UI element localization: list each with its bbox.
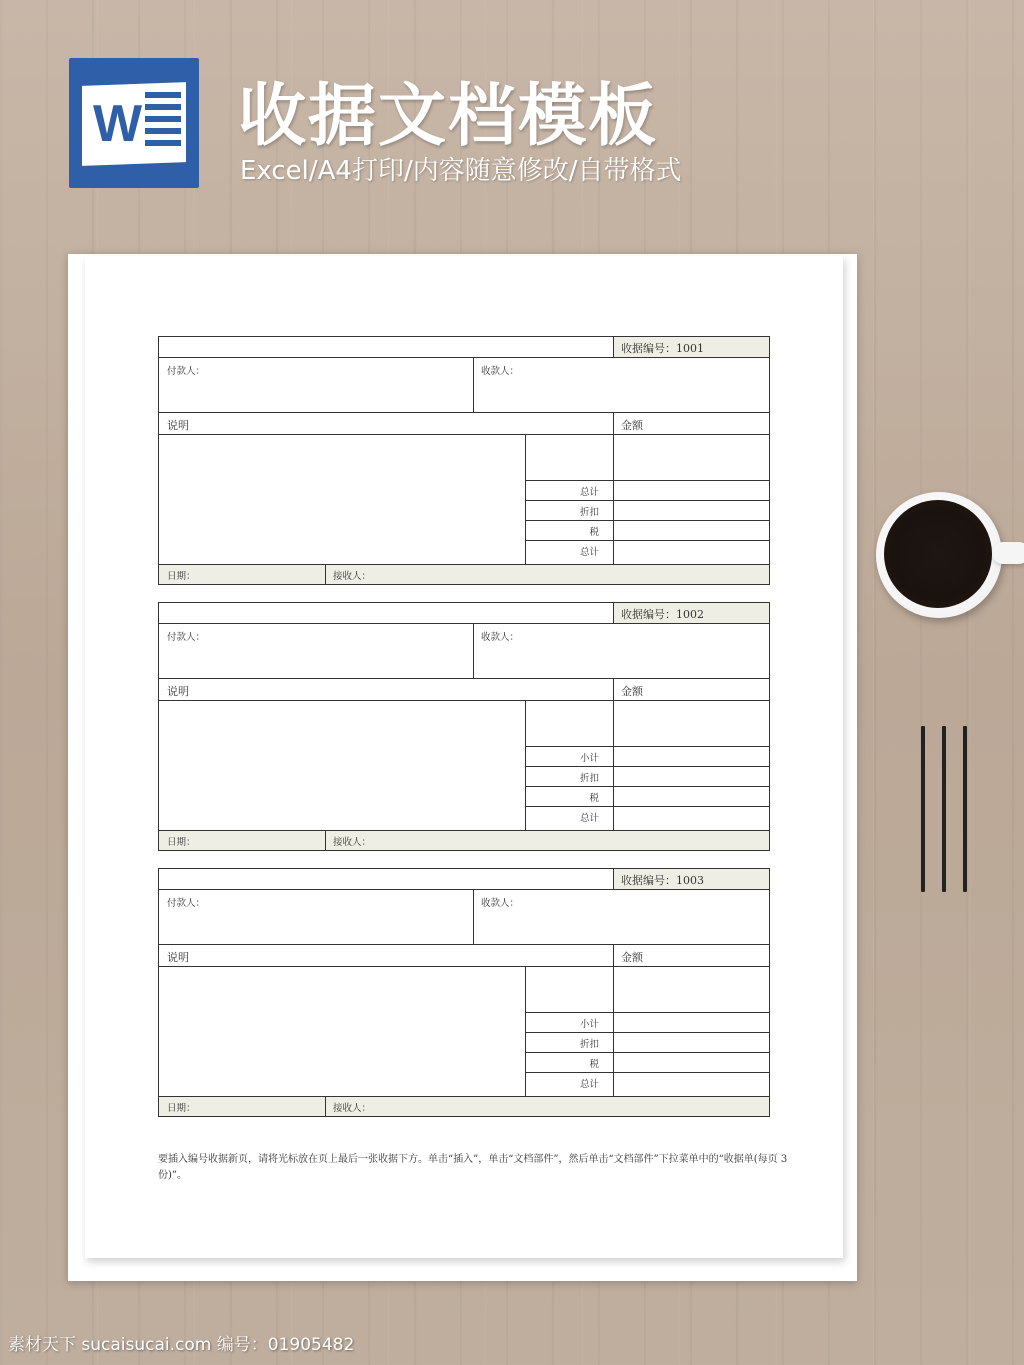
word-logo-letter: W [93, 95, 143, 153]
date-label: 日期： [167, 837, 196, 848]
table-rule [525, 1012, 769, 1013]
summary-row-label: 总计 [579, 487, 599, 498]
table-rule [159, 944, 769, 945]
table-rule [159, 830, 769, 831]
summary-row-label: 税 [589, 527, 599, 538]
table-rule [613, 412, 614, 564]
chopstick-3 [963, 726, 967, 892]
table-rule [613, 944, 614, 1096]
summary-row-label: 折扣 [579, 1039, 599, 1050]
table-rule [525, 700, 526, 830]
payer-label: 付款人： [167, 898, 206, 909]
table-rule [159, 1096, 769, 1097]
summary-row-label: 税 [589, 793, 599, 804]
receipt-form [158, 602, 770, 851]
table-rule [159, 564, 769, 565]
table-rule [325, 1096, 326, 1116]
table-rule [473, 623, 474, 678]
table-rule [613, 337, 614, 357]
payee-label: 收款人： [481, 898, 520, 909]
summary-row-label: 折扣 [579, 773, 599, 784]
receipt-form [158, 868, 770, 1117]
table-rule [325, 564, 326, 584]
page-subtitle: Excel/A4打印/内容随意修改/自带格式 [240, 156, 682, 186]
summary-row-label: 总计 [579, 1079, 599, 1090]
table-rule [613, 603, 614, 623]
amount-header: 金额 [621, 951, 643, 964]
table-rule [159, 700, 769, 701]
table-rule [613, 869, 614, 889]
summary-row-label: 总计 [579, 547, 599, 558]
table-rule [159, 678, 769, 679]
amount-header: 金额 [621, 419, 643, 432]
instruction-note: 要插入编号收据新页，请将光标放在页上最后一张收据下方。单击“插入”，单击“文档部件”，然后单击“文档部件”下拉菜单中的“收据单(每页 3 份)”。 [158, 1154, 788, 1181]
payer-label: 付款人： [167, 632, 206, 643]
date-label: 日期： [167, 1103, 196, 1114]
table-rule [159, 412, 769, 413]
table-rule [525, 746, 769, 747]
table-rule [525, 806, 769, 807]
table-rule [525, 520, 769, 521]
description-header: 说明 [167, 951, 189, 964]
receiver-label: 接收人： [333, 837, 372, 848]
receipt-footer-cell [159, 1096, 769, 1116]
date-label: 日期： [167, 571, 196, 582]
receipt-number-label: 收据编号：1002 [621, 608, 704, 621]
summary-row-label: 税 [589, 1059, 599, 1070]
table-rule [159, 623, 769, 624]
summary-row-label: 小计 [579, 753, 599, 764]
table-rule [159, 434, 769, 435]
receipt-form [158, 336, 770, 585]
table-rule [525, 480, 769, 481]
coffee-icon [884, 500, 992, 608]
chopstick-2 [942, 726, 946, 892]
word-logo-icon [69, 58, 199, 188]
table-rule [525, 540, 769, 541]
table-rule [525, 434, 526, 564]
table-rule [473, 357, 474, 412]
description-header: 说明 [167, 685, 189, 698]
receipt-footer-cell [159, 830, 769, 850]
table-rule [525, 1032, 769, 1033]
payee-label: 收款人： [481, 632, 520, 643]
table-rule [473, 889, 474, 944]
table-rule [525, 766, 769, 767]
summary-row-label: 折扣 [579, 507, 599, 518]
table-rule [613, 678, 614, 830]
summary-row-label: 总计 [579, 813, 599, 824]
cup-handle [992, 542, 1024, 564]
table-rule [525, 1072, 769, 1073]
word-logo-lines [145, 92, 181, 152]
watermark-text: 素材天下 sucaisucai.com 编号：01905482 [8, 1335, 355, 1355]
page-title: 收据文档模板 [238, 77, 659, 156]
table-rule [525, 786, 769, 787]
receiver-label: 接收人： [333, 571, 372, 582]
receiver-label: 接收人： [333, 1103, 372, 1114]
table-rule [525, 966, 526, 1096]
chopstick-1 [921, 726, 925, 892]
payer-label: 付款人： [167, 366, 206, 377]
table-rule [159, 966, 769, 967]
table-rule [525, 500, 769, 501]
receipt-number-label: 收据编号：1001 [621, 342, 704, 355]
table-rule [159, 357, 769, 358]
payee-label: 收款人： [481, 366, 520, 377]
summary-row-label: 小计 [579, 1019, 599, 1030]
table-rule [159, 889, 769, 890]
receipt-number-label: 收据编号：1003 [621, 874, 704, 887]
description-header: 说明 [167, 419, 189, 432]
table-rule [325, 830, 326, 850]
table-rule [525, 1052, 769, 1053]
receipt-footer-cell [159, 564, 769, 584]
amount-header: 金额 [621, 685, 643, 698]
